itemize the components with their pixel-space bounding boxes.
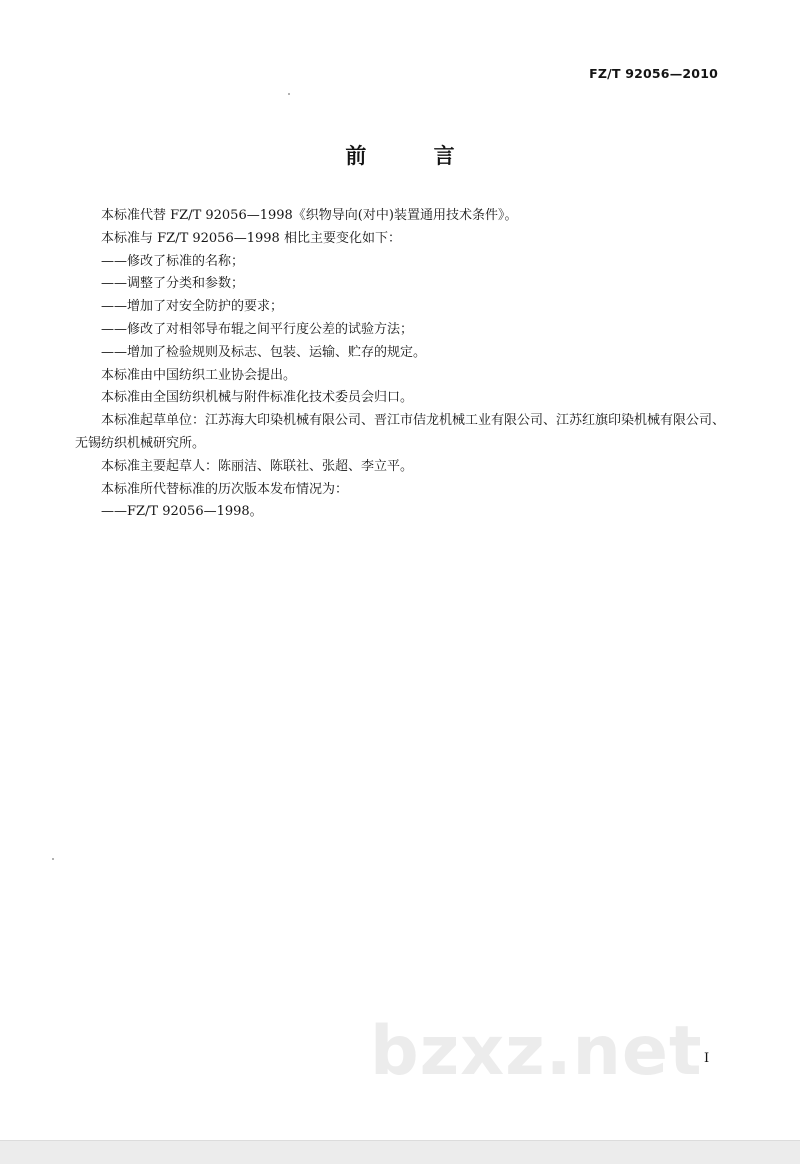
page-number: I — [704, 1051, 710, 1066]
paragraph-replaces: 本标准代替 FZ/T 92056—1998《织物导向(对中)装置通用技术条件》。 — [101, 208, 518, 223]
paragraph-previous-versions: 本标准所代替标准的历次版本发布情况为： — [101, 481, 349, 497]
watermark-logo: bzxz.net — [370, 1012, 703, 1091]
list-item: ——修改了对相邻导布辊之间平行度公差的试验方法； — [101, 321, 414, 337]
viewer-bottom-strip — [0, 1140, 800, 1164]
list-item: ——增加了对安全防护的要求； — [101, 299, 284, 315]
page-title: 前 言 — [345, 144, 485, 168]
scan-speck — [52, 858, 54, 860]
paragraph-under-jurisdiction: 本标准由全国纺织机械与附件标准化技术委员会归口。 — [101, 390, 414, 406]
list-item: ——修改了标准的名称； — [101, 253, 245, 269]
document-body — [75, 205, 730, 524]
scan-speck — [288, 93, 290, 95]
paragraph-changes-intro: 本标准与 FZ/T 92056—1998 相比主要变化如下： — [101, 230, 401, 246]
list-item: ——调整了分类和参数； — [101, 276, 245, 292]
paragraph-drafters: 本标准主要起草人：陈丽洁、陈联社、张超、李立平。 — [101, 458, 414, 474]
standard-number: FZ/T 92056—2010 — [589, 66, 718, 81]
paragraph-proposed-by: 本标准由中国纺织工业协会提出。 — [101, 367, 297, 383]
paragraph-drafting-units: 本标准起草单位：江苏海大印染机械有限公司、晋江市佶龙机械工业有限公司、江苏红旗印染机械有限公司、无锡纺织机械研究所。 — [75, 413, 726, 451]
list-item: ——FZ/T 92056—1998。 — [101, 504, 263, 520]
list-item: ——增加了检验规则及标志、包装、运输、贮存的规定。 — [101, 344, 427, 360]
